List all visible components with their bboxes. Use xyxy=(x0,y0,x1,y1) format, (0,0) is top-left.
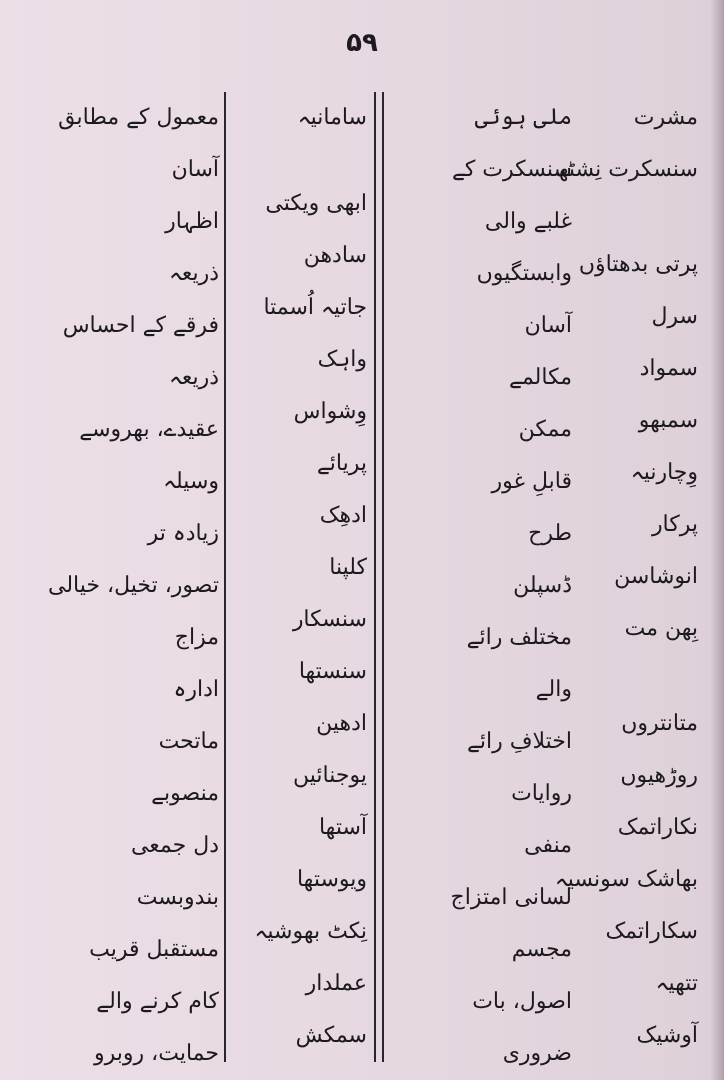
glossary-meaning: مزاج xyxy=(174,625,219,650)
glossary-meaning: طرح xyxy=(528,521,572,546)
glossary-meaning: ادارہ xyxy=(173,677,219,702)
glossary-word: کلپنا xyxy=(329,555,367,580)
glossary-meaning: مختلف رائے xyxy=(466,625,572,650)
glossary-meaning: قابلِ غور xyxy=(491,469,572,494)
glossary-meaning: والے xyxy=(535,677,572,702)
glossary-meaning: ماتحت xyxy=(158,729,219,754)
glossary-word: پرکار xyxy=(651,512,698,537)
glossary-word: سمواد xyxy=(639,356,698,381)
glossary-meaning: اظہار xyxy=(165,209,219,234)
glossary-meaning: اختلافِ رائے xyxy=(466,729,572,754)
glossary-word: جاتیہ اُسمتا xyxy=(263,295,367,320)
left-words-column xyxy=(225,92,375,1062)
glossary-word: ادھِک xyxy=(319,503,367,528)
glossary-meaning: ممکن xyxy=(518,417,572,442)
glossary-word: ابھی ویکتی xyxy=(265,191,367,216)
glossary-word: سرل xyxy=(651,304,698,329)
glossary-word: سنستھا xyxy=(298,659,367,684)
glossary-meaning: معمول کے مطابق xyxy=(58,105,219,130)
glossary-meaning: ضروری xyxy=(502,1041,572,1066)
glossary-word: عملدار xyxy=(305,971,367,996)
glossary-word: ادھین xyxy=(316,711,367,736)
glossary-word: یوجنائیں xyxy=(293,763,367,788)
glossary-meaning: ملی ہوئی xyxy=(474,105,572,130)
glossary-word: متانتروں xyxy=(621,711,698,736)
glossary-word: واہک xyxy=(317,347,367,372)
glossary-word: روڑھیوں xyxy=(620,763,698,788)
glossary-meaning: کام کرنے والے xyxy=(96,989,219,1014)
glossary-meaning: مکالمے xyxy=(509,365,572,390)
glossary-meaning: بندوبست xyxy=(136,885,219,910)
glossary-word xyxy=(580,655,698,698)
left-meanings-column xyxy=(20,92,225,1066)
glossary-meaning: ذریعہ xyxy=(168,261,219,286)
glossary-meaning: منصوبے xyxy=(151,781,219,806)
glossary-word: سمکش xyxy=(295,1023,367,1048)
glossary-word: سادھن xyxy=(303,243,367,268)
glossary-meaning: فرقے کے احساس xyxy=(62,313,219,338)
glossary-meaning: آسان xyxy=(171,157,219,182)
glossary-word: انوشاسن xyxy=(614,564,698,589)
glossary-word: وِشواس xyxy=(293,399,367,424)
glossary-meaning: عقیدے، بھروسے xyxy=(79,417,219,442)
glossary-meaning: وابستگیوں xyxy=(476,261,572,286)
glossary-meaning: مجسم xyxy=(511,937,572,962)
glossary-word xyxy=(580,196,698,239)
glossary-meaning: وسیلہ xyxy=(163,469,219,494)
glossary-word: سمبھو xyxy=(638,408,698,433)
glossary-word: بھاشک سونسیہ xyxy=(554,867,698,892)
glossary-meaning: مستقبل قریب xyxy=(89,937,219,962)
glossary-word: پریائے xyxy=(316,451,367,476)
glossary-word: ویوستھا xyxy=(296,867,367,892)
glossary-word: نکاراتمک xyxy=(617,815,698,840)
glossary-word: سنسکرت نِشٹھ xyxy=(555,157,698,182)
glossary-meaning: تصور، تخیل، خیالی xyxy=(48,573,219,598)
glossary-word: آوشیک xyxy=(636,1023,698,1048)
glossary-word: بِھن مت xyxy=(624,616,698,641)
glossary-meaning: ذریعہ xyxy=(168,365,219,390)
glossary-meaning: آسان xyxy=(524,313,572,338)
right-words-column xyxy=(554,92,702,1062)
glossary-word: پرتی بدھتاؤں xyxy=(578,252,698,277)
glossary-meaning: دل جمعی xyxy=(130,833,219,858)
glossary-meaning: حمایت، روبرو xyxy=(94,1041,219,1066)
page-edge-shadow xyxy=(710,0,724,1080)
glossary-word: سنسکار xyxy=(292,607,367,632)
glossary-word: سکاراتمک xyxy=(605,919,698,944)
page-number: ۵۹ xyxy=(346,28,378,58)
glossary-word xyxy=(225,144,367,178)
glossary-word: مشرت xyxy=(633,105,698,130)
glossary-word: وِچارنیہ xyxy=(630,460,698,485)
glossary-meaning: روایات xyxy=(511,781,572,806)
glossary-table xyxy=(20,92,702,1066)
glossary-word: آستھا xyxy=(318,815,367,840)
glossary-meaning: ڈسپلن xyxy=(513,573,572,598)
glossary-meaning: لسانی امتزاج xyxy=(450,885,572,910)
glossary-word: تتھیہ xyxy=(655,971,698,996)
glossary-meaning: زیادہ تر xyxy=(147,521,219,546)
glossary-meaning: اصول، بات xyxy=(472,989,572,1014)
glossary-meaning: غلبے والی xyxy=(484,209,572,234)
glossary-meaning: منفی xyxy=(524,833,572,858)
right-meanings-column xyxy=(375,92,580,1066)
glossary-meaning: سنسکرت کے xyxy=(451,157,572,182)
glossary-word: نِکٹ بھوشیہ xyxy=(254,919,367,944)
glossary-word: سامانیہ xyxy=(297,105,367,130)
